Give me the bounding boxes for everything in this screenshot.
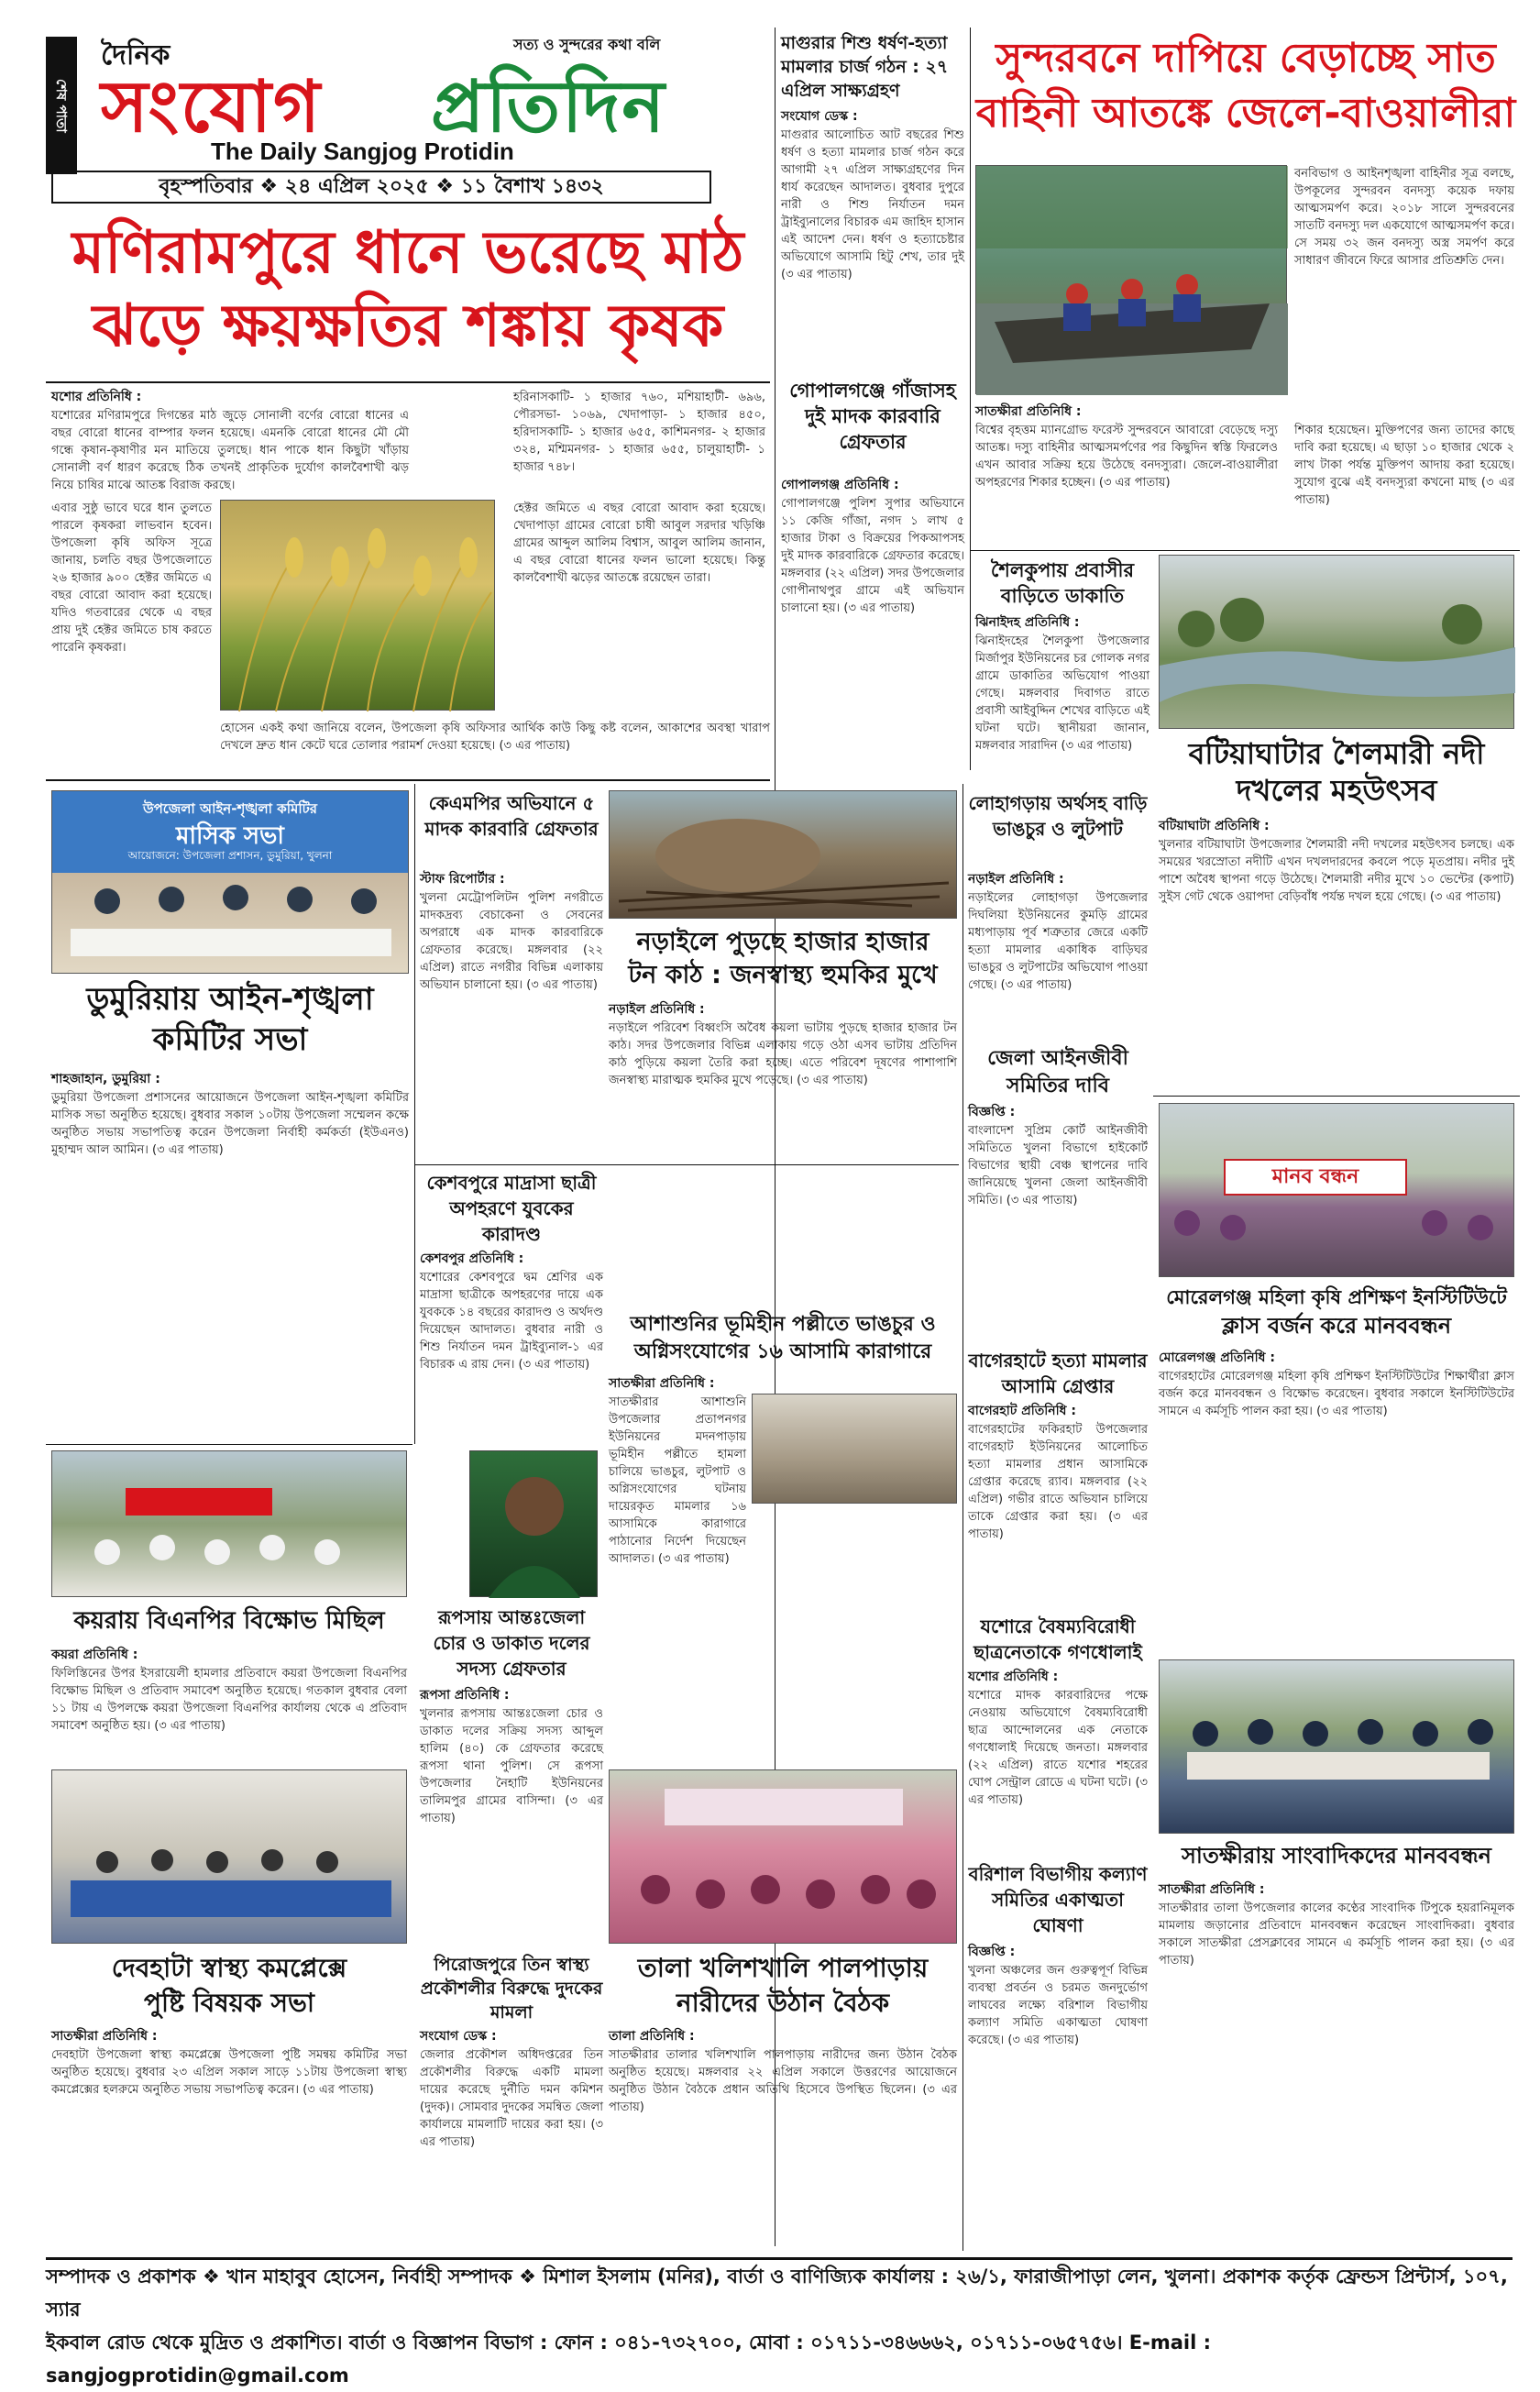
tala-body: সাতক্ষীরার তালার খলিশখালি পালপাড়ায় নারীদের জন্য উঠান বৈঠক অনুষ্ঠিত হয়েছে। মঙ্গলবার ২২ এপ্রিল সকালে উত্তরণের আয়োজনে অনুষ্ঠিত উঠান বৈঠকে প্রধান অতিথি হিসেবে উপস্থিত ছিলেন। (৩ এর পাতায়) [609,2048,957,2114]
rupsha-byline: রূপসা প্রতিনিধি : [420,1688,510,1703]
jessore-headline: যশোরে বৈষম্যবিরোধী ছাত্রনেতাকে গণধোলাই [974,1615,1142,1663]
ashashuni-headline-line1: আশাশুনির ভূমিহীন পল্লীতে ভাঙচুর ও [630,1313,936,1336]
river-photo [1159,555,1514,729]
tala-women-image [610,1770,958,1945]
morelganj-body: বাগেরহাটের মোরেলগঞ্জ মহিলা কৃষি প্রশিক্ষণ ইনস্টিটিউটের শিক্ষার্থীরা ক্লাস বর্জন করে মানববন্ধন ও বিক্ষোভ করেছেন। বুধবার সকালে ইনস্টিটিউটের সামনে এ কর্মসূচি পালন করা হয়। (৩ এর পাতায়) [1159,1370,1514,1418]
footer-line1: সম্পাদক ও প্রকাশক ❖ খান মাহাবুব হোসেন, নির্বাহী সম্পাদক ❖ মিশাল ইসলাম (মনির), বার্তা ও বাণিজ্যিক কার্যালয় : ২৬/১, ফারাজীপাড়া লেন, খুলনা। প্রকাশক কর্তৃক ফ্রেন্ডস প্রিন্টার্স, ১০৭, স্যার [46,2265,1508,2320]
lohagara-body: নড়াইলের লোহাগড়া উপজেলার দিঘলিয়া ইউনিয়নের কুমড়ি গ্রামের মধ্যপাড়ায় পূর্ব শত্রুতার জেরে একটি হত্যা মামলার একাধিক বাড়িঘর ভাঙচুর ও লুটপাটের অভিযোগ পাওয়া গেছে। (৩ এর পাতায়) [968,891,1148,992]
sundarban-boat-photo [975,165,1287,394]
lohagara-byline: নড়াইল প্রতিনিধি : [968,872,1064,887]
rupsha-suspect-photo [469,1450,598,1597]
koyra-body: ফিলিস্তিনের উপর ইসরায়েলী হামলার প্রতিবাদে কয়রা উপজেলা বিএনপির বিক্ষোভ মিছিল ও প্রতিবাদ সমাবেশ অনুষ্ঠিত হয়েছে। গতকাল বুধবার বেলা ১১ টায় এ উপলক্ষে কয়রা উপজেলা বিএনপির কার্যালয় থেকে এ প্রতিবাদ সমাবেশ অনুষ্ঠিত হয়। (৩ এর পাতায়) [51,1667,407,1733]
river-byline: বটিয়াঘাটা প্রতিনিধি : [1159,819,1270,833]
satkhira-journalists-byline: সাতক্ষীরা প্রতিনিধি : [1159,1882,1265,1897]
koyra-rally-photo [51,1450,407,1597]
lead-body-5: হোসেন একই কথা জানিয়ে বলেন, উপজেলা কৃষি অফিসার আর্থিক কাউ কিছু কষ্ট বলেন, আকাশের অবস্থা খারাপ দেখলে দ্রুত ধান কেটে ঘরে তোলার পরামর্শ দেওয়া হয়েছে। (৩ এর পাতায়) [220,722,770,753]
human-chain-banner: মানব বন্ধন [1224,1159,1407,1196]
ganja-body: গোপালগঞ্জে পুলিশ সুপার অভিযানে ১১ কেজি গাঁজা, নগদ ১ লাখ ৫ হাজার টাকা ও বিক্রয়ের পিকআপসহ দুই মাদক কারবারিকে গ্রেফতার করেছে। মঙ্গলবার (২২ এপ্রিল) সদর উপজেলার গোপীনাথপুর গ্রামে এই অভিযান চালানো হয়। (৩ এর পাতায়) [781,497,964,615]
suspect-portrait-image [470,1451,599,1598]
sundarban-right-body: বনবিভাগ ও আইনশৃঙ্খলা বাহিনীর সূত্র বলছে, উপকূলের সুন্দরবন বনদস্যু কয়েক দফায় আত্মসমর্পণ করে। ২০১৮ সালে সুন্দরবনের সাতটি বনদস্যু দল একযোগে আত্মসমর্পণ করে। সে সময় ৩২ জন বনদস্যু অস্ত্র সমর্পণ করে সাধারণ জীবনে ফিরে আসার প্রতিশ্রুতি দেন। [1294,167,1514,268]
debhata-byline: সাতক্ষীরা প্রতিনিধি : [51,2029,158,2044]
dumuria-people-image [52,791,410,975]
ganja-byline: গোপালগঞ্জ প্রতিনিধি : [781,478,899,492]
dumuria-byline: শাহজাহান, ডুমুরিয়া : [51,1072,160,1086]
lawyer-byline: বিজ্ঞপ্তি : [968,1105,1016,1119]
narail-byline: নড়াইল প্রতিনিধি : [609,1002,705,1017]
lead-byline: যশোর প্রতিনিধি : [51,390,142,404]
satkhira-journalists-body: সাতক্ষীরার তালা উপজেলার কালের কণ্ঠের সাংবাদিক টিপুকে হয়রানিমূলক মামলায় জড়ানোর প্রতিবাদে মানববন্ধন করেছেন সাংবাদিকরা। বুধবার সকালে সাতক্ষীরা প্রেসক্লাবের সামনে এ কর্মসূচি পালন করা হয়। (৩ এর পাতায়) [1159,1901,1514,1968]
dumuria-headline-line1: ডুমুরিয়ায় আইন-শৃঙ্খলা [86,981,374,1018]
dumuria-headline-line2: কমিটির সভা [152,1021,308,1058]
debhata-body: দেবহাটা উপজেলা স্বাস্থ্য কমপ্লেক্সে উপজেলা পুষ্টি সমন্বয় কমিটির সভা অনুষ্ঠিত হয়েছে। বুধবার ২৩ এপ্রিল সকাল সাড়ে ১১টায় উপজেলা স্বাস্থ্য কমপ্লেক্সের হলরুমে অনুষ্ঠিত সভায় সভাপতিত্ব করেন। (৩ এর পাতায়) [51,2048,407,2097]
narail-headline-line2: টন কাঠ : জনস্বাস্থ্য হুমকির মুখে [628,961,938,989]
kmp-body: খুলনা মেট্রোপলিটন পুলিশ নগরীতে মাদকদ্রব্য বেচাকেনা ও সেবনের অপরাধে এক মাদক কারবারিকে গ্রেফতার করেছে। মঙ্গলবার (২২ এপ্রিল) রাতে নগরীর বিভিন্ন এলাকায় অভিযান চালানো হয়। (৩ এর পাতায়) [420,891,603,992]
lead-headline-line2: ঝড়ে ক্ষয়ক্ষতির শঙ্কায় কৃষক [92,292,724,360]
barishal-byline: বিজ্ঞপ্তি : [968,1945,1016,1959]
madrasa-body: যশোরের কেশবপুরে দ্বম শ্রেণির এক মাদ্রাসা ছাত্রীকে অপহরণের দায়ে এক যুবককে ১৪ বছরের কারাদণ্ড ও অর্থদণ্ড দিয়েছেন আদালত। বুধবার নারী ও শিশু নির্যাতন দমন ট্রাইব্যুনাল-১ এর বিচারক এ রায় দেন। (৩ এর পাতায়) [420,1271,603,1372]
kmp-byline: স্টাফ রিপোর্টার : [420,872,505,887]
bagerhat-byline: বাগেরহাট প্রতিনিধি : [968,1404,1076,1418]
ashashuni-photo [752,1394,957,1504]
morelganj-photo [1159,1103,1514,1277]
tala-meeting-photo [609,1769,957,1944]
lawyer-headline: জেলা আইনজীবী সমিতির দাবি [987,1047,1128,1097]
morelganj-crowd-image [1160,1104,1515,1278]
lead-headline-line1: মণিরামপুরে ধানে ভরেছে মাঠ [72,219,744,287]
paddy-field-image [221,501,496,711]
debhata-headline-line2: পুষ্টি বিষয়ক সভা [144,1988,314,2018]
sundarban-headline-line2: বাহিনী আতঙ্কে জেলে-বাওয়ালীরা [975,90,1516,137]
river-image [1160,556,1515,730]
bagerhat-headline: বাগেরহাটে হত্যা মামলার আসামি গ্রেপ্তার [968,1350,1148,1397]
masthead-slogan: সত্য ও সুন্দরের কথা বলি [513,36,661,53]
kiln-image [610,791,958,920]
satkhira-journalists-headline: সাতক্ষীরায় সাংবাদিকদের মানববন্ধন [1182,1843,1491,1868]
pirojpur-body: জেলার প্রকৌশল অধিদপ্তরের তিন প্রকৌশলীর বিরুদ্ধে একটি মামলা দায়ের করেছে দুর্নীতি দমন কমিশন (দুদক)। সোমবার দুদকের সমন্বিত জেলা কার্যালয়ে মামলাটি দায়ের করা হয়। (৩ এর পাতায়) [420,2048,603,2149]
rape-case-headline: মাগুরার শিশু ধর্ষণ-হত্যা মামলার চার্জ গঠন : ২৭ এপ্রিল সাক্ষ্যগ্রহণ [781,33,949,101]
footer [46,2257,1512,2386]
dateline: বৃহস্পতিবার ❖ ২৪ এপ্রিল ২০২৫ ❖ ১১ বৈশাখ ১৪৩২ [51,171,711,204]
kmp-headline: কেএমপির অভিযানে ৫ মাদক কারবারি গ্রেফতার [424,792,599,840]
narail-headline-line1: নড়াইলে পুড়ছে হাজার হাজার [636,928,930,956]
river-headline-line2: দখলের মহউৎসব [1236,773,1437,808]
ashashuni-body: সাতক্ষীরার আশাশুনি উপজেলার প্রতাপনগর ইউনিয়নের মদনপাড়ায় ভূমিহীন পল্লীতে হামলা চালিয়ে ভাঙচুর, লুটপাট ও অগ্নিসংযোগের ঘটনায় দায়েরকৃত মামলার ১৬ আসামিকে কারাগারে পাঠানোর নির্দেশ দিয়েছেন আদালত। (৩ এর পাতায়) [609,1395,746,1566]
pirojpur-byline: সংযোগ ডেস্ক : [420,2029,497,2044]
tala-headline-line1: তালা খলিশখালি পালপাড়ায় [637,1953,929,1983]
journalists-image [1160,1660,1515,1835]
rupsha-headline: রূপসায় আন্তঃজেলা চোর ও ডাকাত দলের সদস্য গ্রেফতার [433,1606,590,1680]
barishal-body: খুলনা অঞ্চলের জন গুরুত্বপূর্ণ বিভিন্ন ব্যবস্থা প্রবর্তন ও চরমত জনদুর্ভোগ লাঘবের লক্ষ্যে বরিশাল বিভাগীয় কল্যাণ সমিতি একাত্মতা ঘোষণা করেছে। (৩ এর পাতায়) [968,1964,1148,2047]
footer-line2: ইকবাল রোড থেকে মুদ্রিত ও প্রকাশিত। বার্তা ও বিজ্ঞাপন বিভাগ : ফোন : ০৪১-৭৩২৭০০, মোবা : ০১৭১১-৩৪৬৬৬২, ০১৭১১-০৬৫৭৫৬। E-mail : sangjogprotidin@gmail.com [46,2331,1211,2386]
dumuria-meeting-photo [51,790,409,974]
narail-kiln-photo [609,790,957,919]
barishal-headline: বরিশাল বিভাগীয় কল্যাণ সমিতির একাত্মতা ঘোষণা [968,1863,1148,1936]
masthead-prefix: দৈনিক [101,39,170,72]
lead-body-2: এবার সুষ্ঠু ভাবে ঘরে ধান তুলতে পারলে কৃষকরা লাভবান হবেন। উপজেলা কৃষি অফিস সূত্রে জানায়, চলতি বছর উপজেলাতে ২৬ হাজার ৯০০ হেক্টর জমিতে এ বছর বোরো আবাদ করা হয়েছে। যদিও গতবারের থেকে এ বছর প্রায় দুই হেক্টর জমিতে চাষ করতে পারেনি কৃষকরা। [51,502,212,655]
shoilkupa-headline: শৈলকুপায় প্রবাসীর বাড়িতে ডাকাতি [990,559,1135,607]
madrasa-headline: কেশবপুরে মাদ্রাসা ছাত্রী অপহরণে যুবকের কারাদণ্ড [426,1172,597,1245]
rupsha-body: খুলনার রূপসায় আন্তঃজেলা চোর ও ডাকাত দলের সক্রিয় সদস্য আব্দুল হালিম (৪০) কে গ্রেফতার করেছে রূপসা থানা পুলিশ। সে রূপসা উপজেলার নৈহাটি ইউনিয়নের তালিমপুর গ্রামের বাসিন্দা। (৩ এর পাতায়) [420,1707,603,1825]
jessore-body: যশোরে মাদক কারবারিদের পক্ষে নেওয়ায় অভিযোগে বৈষম্যবিরোধী ছাত্র আন্দোলনের এক নেতাকে গণধোলাই দিয়েছে জনতা। মঙ্গলবার (২২ এপ্রিল) রাতে যশোর শহরের ঘোপ সেন্ট্রাল রোডে এ ঘটনা ঘটে। (৩ এর পাতায়) [968,1689,1148,1807]
koyra-headline: কয়রায় বিএনপির বিক্ষোভ মিছিল [73,1607,385,1635]
bagerhat-body: বাগেরহাটের ফকিরহাট উপজেলার বাগেরহাট ইউনিয়নের আলোচিত হত্যা মামলার প্রধান আসামিকে গ্রেপ্তার করেছে র‍্যাব। মঙ্গলবার (২২ এপ্রিল) গভীর রাতে অভিযান চালিয়ে তাকে গ্রেপ্তার করা হয়। (৩ এর পাতায়) [968,1423,1148,1541]
sundarban-right-body-2: শিকার হয়েছেন। মুক্তিপণের জন্য তাদের কাছে দাবি করা হয়েছে। এ ছাড়া ১০ হাজার থেকে ২ লাখ টাকা পর্যন্ত মুক্তিপণ আদায় করা হয়েছে। সুযোগ বুঝে এই বনদস্যুরা কখনো মাছ (৩ এর পাতায়) [1294,424,1514,507]
morelganj-headline-line1: মোরেলগঞ্জ মহিলা কৃষি প্রশিক্ষণ ইনস্টিটিউটে [1166,1286,1507,1308]
ashashuni-headline-line2: অগ্নিসংযোগের ১৬ আসামি কারাগারে [633,1340,932,1363]
sundarban-headline-line1: সুন্দরবনে দাপিয়ে বেড়াচ্ছে সাত [996,35,1496,82]
tala-byline: তালা প্রতিনিধি : [609,2029,695,2044]
river-body: খুলনার বটিয়াঘাটা উপজেলার শৈলমারী নদী দখলের মহউৎসব চলছে। এক সময়ের খরস্রোতা নদীটি এখন দখলদারদের কবলে পড়ে মৃতপ্রায়। নদীর দুই পাশে অবৈধ স্থাপনা গড়ে উঠেছে। শৈলমারী নদীর মুখে ১০ ভেন্টের (কপাট) সুইস গেট থেকে ওয়াপদা বেড়িবাঁধ পর্যন্ত দখল হয়ে গেছে। (৩ এর পাতায়) [1159,838,1514,904]
lead-paddy-photo [220,500,495,711]
masthead-english-title: The Daily Sangjog Protidin [211,138,514,165]
lead-body-3: হরিনাসকাটি- ১ হাজার ৭৬০, মশিয়াহাটী- ৬৯৬, পৌরসভা- ১০৬৯, খেদাপাড়া- ১ হাজার ৪৫০, হরিদাসকাটি- ১ হাজার ৬৫৫, কাশিমনগর- ২ হাজার ৩২৪, মশ্মিমনগর- ১ হাজার ৬৫৫, চালুয়াহাটী- ১ হাজার ৭৪৮। [513,391,765,474]
tala-headline-line2: নারীদের উঠান বৈঠক [676,1988,890,2018]
jessore-byline: যশোর প্রতিনিধি : [968,1670,1059,1684]
river-headline-line1: বটিয়াঘাটার শৈলমারী নদী [1188,736,1485,771]
side-tag: শেষ পাতা [46,37,77,174]
dumuria-body: ডুমুরিয়া উপজেলা প্রশাসনের আয়োজনে উপজেলা আইন-শৃঙ্খলা কমিটির মাসিক সভা অনুষ্ঠিত হয়েছে। বুধবার সকাল ১০টায় উপজেলা সম্মেলন কক্ষে অনুষ্ঠিত সভায় সভাপতিত্ব করেন উপজেলা নির্বাহী কর্মকর্তা (ইউএনও) মুহাম্মদ আল আমিন। (৩ এর পাতায়) [51,1091,409,1157]
morelganj-byline: মোরেলগঞ্জ প্রতিনিধি : [1159,1350,1275,1365]
ashashuni-byline: সাতক্ষীরা প্রতিনিধি : [609,1376,715,1391]
morelganj-headline-line2: ক্লাস বর্জন করে মানববন্ধন [1221,1313,1452,1339]
lead-body-1: যশোরের মণিরামপুরে দিগন্তের মাঠ জুড়ে সোনালী বর্ণের বোরো ধানের এ বছর বোরো ধানের বাম্পার ফলন হয়েছে। এমনকি বোরো ধানের মৌ মৌ গন্ধে কৃষান-কৃষাণীর মন মাতিয়ে তুলছে। ধান পাকে ধান কিছুটা খাঁড়ায় সোনালী বর্ণ ধারণ করেছে ঠিক তখনই প্রাকৃতিক দুর্যোগ কালবৈশাখী ঝড় নিয়ে চাষির মাঝে আতঙ্ক বিরাজ করছে। [51,409,409,492]
lead-body-4: হেক্টর জমিতে এ বছর বোরো আবাদ করা হয়েছে। খেদাপাড়া গ্রামের বোরো চাষী আবুল সরদার খড়িঞ্চি গ্রামের আব্দুল আলিম বিশ্বাস, আবুল আলিম জানান, এ বছর বোরো ধানের ফলন ভালো হয়েছে। কিন্তু কালবৈশাখী ঝড়ের আতঙ্কে রয়েছেন তারা। [513,502,765,585]
rape-case-body: মাগুরার আলোচিত আট বছরের শিশু ধর্ষণ ও হত্যা মামলার চার্জ গঠন করে আগামী ২৭ এপ্রিল সাক্ষ্যগ্রহণের দিন ধার্য করেছেন আদালত। বুধবার দুপুরে নারী ও শিশু নির্যাতন দমন ট্রাইব্যুনালের বিচারক এম জাহিদ হাসান এই আদেশ দেন। ধর্ষণ ও হত্যাচেষ্টার অভিযোগে আসামি হিটু শেখ, তার দুই (৩ এর পাতায়) [781,128,964,281]
sundarban-byline: সাতক্ষীরা প্রতিনিধি : [975,404,1082,419]
narail-body: নড়াইলে পরিবেশ বিধ্বংসি অবৈধ কয়লা ভাটায় পুড়ছে হাজার হাজার টন কাঠ। সদর উপজেলার বিভিন্ন এলাকায় গড়ে ওঠা এসব ভাটায় প্রতিদিন কাঠ পুড়িয়ে কয়লা তৈরি করা হচ্ছে। এতে পরিবেশ দূষণের পাশাপাশি জনস্বাস্থ্য মারাত্মক হুমকির মুখে পড়েছে। (৩ এর পাতায়) [609,1021,957,1087]
debhata-headline-line1: দেবহাটা স্বাস্থ্য কমপ্লেক্সে [111,1953,347,1983]
dumuria-banner-line3: আয়োজনে: উপজেলা প্রশাসন, ডুমুরিয়া, খুলনা [127,849,333,862]
koyra-byline: কয়রা প্রতিনিধি : [51,1648,138,1662]
masthead-title-part2: প্রতিদিন [431,66,666,149]
debhata-meeting-image [52,1770,408,1945]
ganja-headline: গোপালগঞ্জে গাঁজাসহ দুই মাদক কারবারি গ্রেফতার [789,380,956,453]
boat-image [976,166,1288,395]
shoilkupa-byline: ঝিনাইদহ প্রতিনিধি : [975,615,1080,630]
sundarban-left-body: বিশ্বের বৃহত্তম ম্যানগ্রোভ ফরেস্ট সুন্দরবনে আবারো বেড়েছে দস্যু আতঙ্ক। দস্যু বাহিনীর আত্মসমর্পণের পর কিছুদিন স্বস্তি ফিরলেও এখন আবার সক্রিয় হয়ে উঠেছে বনদস্যুরা। জেলে-বাওয়ালীরা অপহরণের শিকার হচ্ছেন। (৩ এর পাতায়) [975,424,1278,490]
shoilkupa-body: ঝিনাইদহের শৈলকুপা উপজেলার মির্জাপুর ইউনিয়নের চর গোলক নগর গ্রামে ডাকাতির অভিযোগ পাওয়া গেছে। মঙ্গলবার দিবাগত রাতে প্রবাসী আইবুদ্দিন শেখের বাড়িতে এই ঘটনা ঘটে। স্থানীয়রা জানান, মঙ্গলবার সারাদিন (৩ এর পাতায়) [975,634,1150,753]
lawyer-body: বাংলাদেশ সুপ্রিম কোর্ট আইনজীবী সমিতিতে খুলনা বিভাগে হাইকোর্ট বিভাগের স্থায়ী বেঞ্চ স্থাপনের দাবি জানিয়েছে খুলনা জেলা আইনজীবী সমিতি। (৩ এর পাতায়) [968,1124,1148,1207]
rape-case-byline: সংযোগ ডেস্ক : [781,109,858,124]
satkhira-journalists-photo [1159,1659,1514,1834]
debhata-meeting-photo [51,1769,407,1944]
dumuria-banner-line2: মাসিক সভা [176,822,284,850]
pirojpur-headline: পিরোজপুরে তিন স্বাস্থ্য প্রকৌশলীর বিরুদ্ধে দুদকের মামলা [420,1955,603,2023]
masthead-title-part1: সংযোগ [101,66,323,149]
lohagara-headline: লোহাগড়ায় অর্থসহ বাড়ি ভাঙচুর ও লুটপাট [968,792,1148,840]
dumuria-banner-line1: উপজেলা আইন-শৃঙ্খলা কমিটির [142,800,318,817]
koyra-crowd-image [52,1451,408,1598]
madrasa-byline: কেশবপুর প্রতিনিধি : [420,1251,524,1266]
